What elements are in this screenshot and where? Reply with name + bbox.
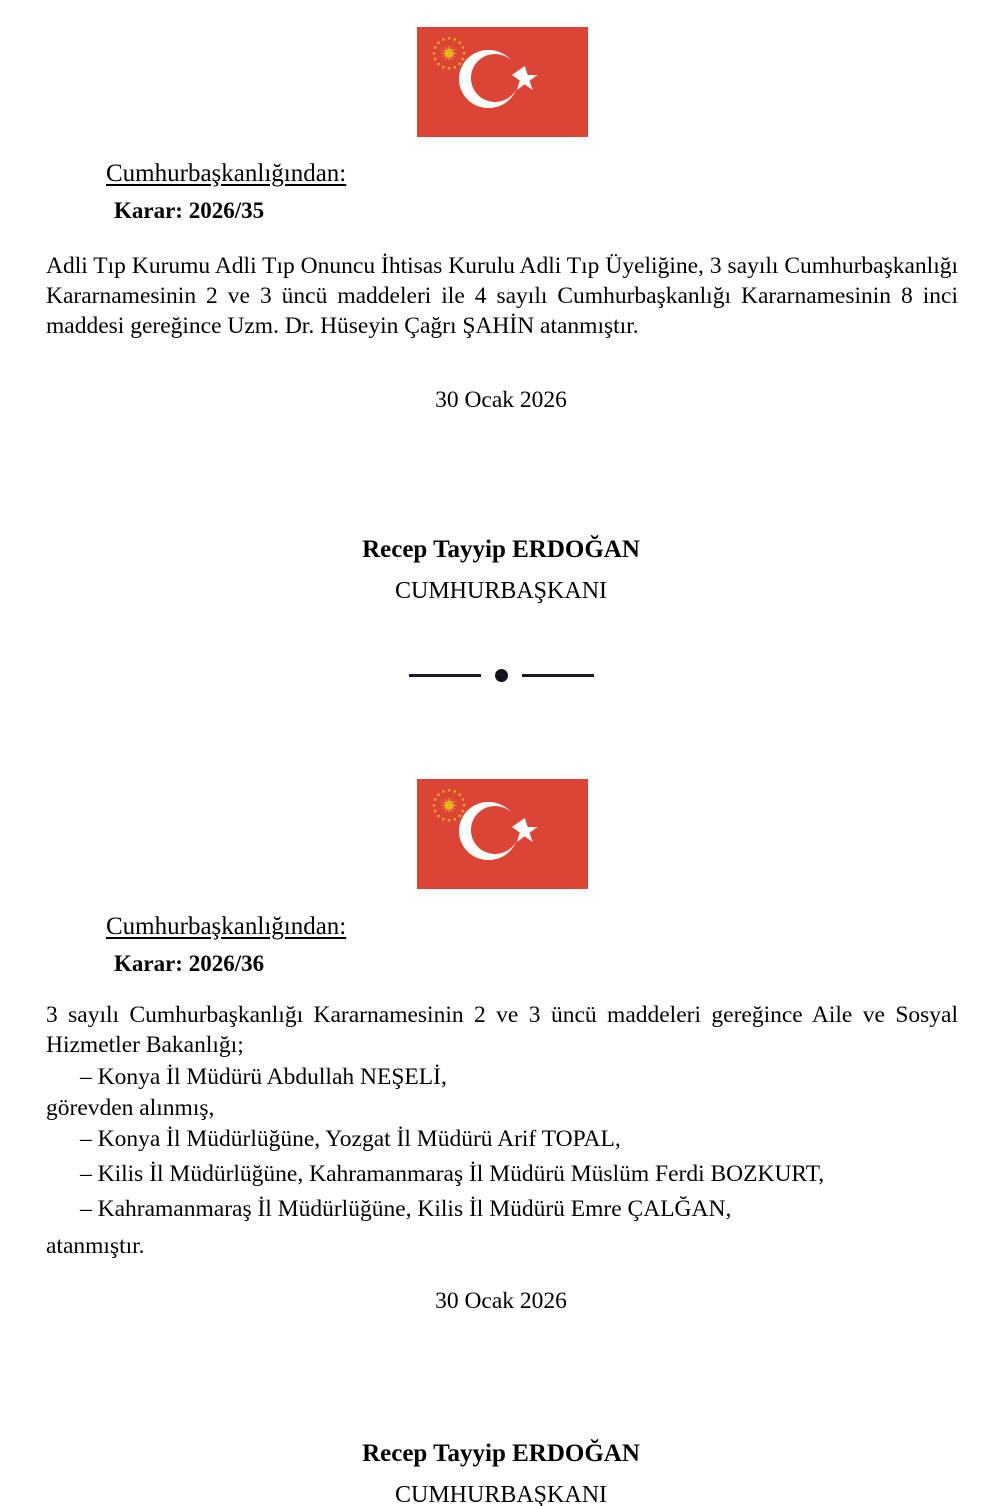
decree-2-signature-name-row <box>0 1440 1002 1468</box>
separator-bar-left <box>409 674 481 677</box>
decree-1-signature-name: Recep Tayyip ERDOĞAN <box>362 536 640 563</box>
removal-verb-text: görevden alınmış, <box>46 1095 215 1121</box>
list-item: – Kilis İl Müdürlüğüne, Kahramanmaraş İl Müdürü Müslüm Ferdi BOZKURT, <box>80 1161 825 1187</box>
separator-bar-right <box>522 674 594 677</box>
decree-2-signature-title: CUMHURBAŞKANI <box>394 1482 608 1506</box>
flag-field <box>417 27 588 137</box>
decree-1-from-heading: Cumhurbaşkanlığından: <box>106 160 347 187</box>
decree-2-signature-name: Recep Tayyip ERDOĞAN <box>362 1440 640 1467</box>
crescent-cutout <box>471 54 519 102</box>
decree-2-date: 30 Ocak 2026 <box>435 1288 567 1314</box>
decree-2-from-heading: Cumhurbaşkanlığından: <box>106 913 347 940</box>
decree-1-body: Adli Tıp Kurumu Adli Tıp Onuncu İhtisas Kurulu Adli Tıp Üyeliğine, 3 sayılı Cumhurbaşkanlığı Kararnamesinin 2 ve 3 üncü maddeleri ile 4 sayılı Cumhurbaşkanlığı Kararnamesinin 8 inci maddesi gereğince Uzm. Dr. Hüseyin Çağrı ŞAHİN atanmıştır. <box>46 253 958 339</box>
decree-2-appointment-item-3 <box>46 1194 958 1224</box>
list-item: – Konya İl Müdürü Abdullah NEŞELİ, <box>80 1064 447 1090</box>
decree-2-appointment-item-2 <box>46 1159 958 1189</box>
dot-rule-separator-icon <box>0 669 1002 682</box>
list-item: – Konya İl Müdürlüğüne, Yozgat İl Müdürü Arif TOPAL, <box>80 1126 621 1152</box>
appointment-verb-text: atanmıştır. <box>46 1233 145 1259</box>
decree-1-date: 30 Ocak 2026 <box>435 387 567 413</box>
decree-2-intro: 3 sayılı Cumhurbaşkanlığı Kararnamesinin 2 ve 3 üncü maddeleri gereğince Aile ve Sosyal Hizmetler Bakanlığı; <box>46 1002 958 1058</box>
decree-1-signature-title-row <box>0 578 1002 605</box>
decree-2-appointment-item-1 <box>46 1124 958 1154</box>
list-item: – Kahramanmaraş İl Müdürlüğüne, Kilis İl Müdürü Emre ÇALĞAN, <box>80 1196 732 1222</box>
turkish-presidential-flag-icon-2 <box>417 779 588 889</box>
decree-1-decision-number: Karar: 2026/35 <box>114 198 265 223</box>
separator-dot <box>495 669 508 682</box>
crescent-cutout-2 <box>471 806 519 854</box>
decree-2-decision-number: Karar: 2026/36 <box>114 951 265 976</box>
decree-2-removal-verb <box>46 1093 958 1123</box>
flag-field-2 <box>417 779 588 889</box>
turkish-presidential-flag-icon <box>417 27 588 137</box>
decree-2-appointment-verb <box>46 1231 958 1261</box>
decree-1-signature-title: CUMHURBAŞKANI <box>394 578 608 604</box>
decree-1-signature-name-row <box>0 536 1002 564</box>
decree-2-removal-item <box>46 1062 958 1092</box>
decree-2-signature-title-row <box>0 1482 1002 1506</box>
